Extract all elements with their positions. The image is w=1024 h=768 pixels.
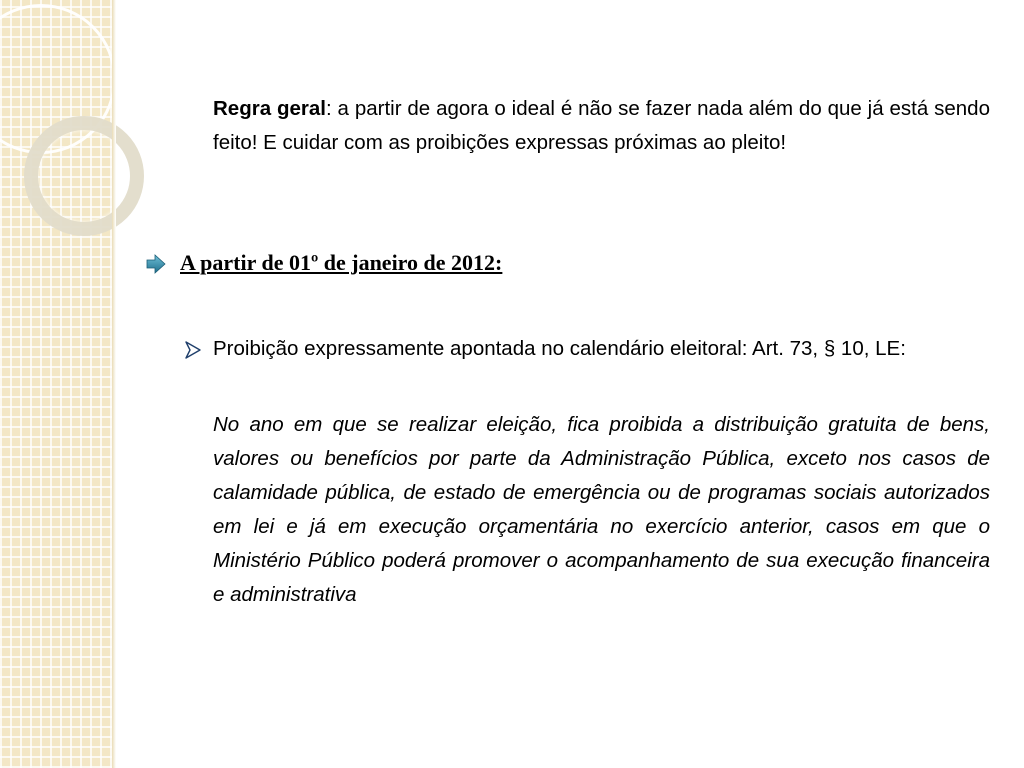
sub-bullet-text: Proibição expressamente apontada no calendário eleitoral: Art. 73, § 10, LE: [213, 337, 906, 360]
side-panel-edge [112, 0, 116, 768]
section-bullet [146, 246, 990, 282]
legal-quote: No ano em que se realizar eleição, fica proibida a distribuição gratuita de bens, valores ou benefícios por parte da Administração Pública, exceto nos casos de calamidade pública, de estado de emergência ou de programas sociais autorizados em lei e já em execução orçamentária no exercício anterior, casos em que o Ministério Público poderá promover o acompanhamento de sua execução financeira e administrativa [213, 413, 990, 606]
section-heading: A partir de 01º de janeiro de 2012: [180, 250, 503, 275]
regra-geral-label: Regra geral [213, 97, 326, 120]
decorative-side-panel [0, 0, 113, 768]
decorative-ring-thick [24, 116, 144, 236]
arrow-right-icon [146, 254, 166, 274]
regra-geral-paragraph [213, 92, 990, 160]
regra-geral-text: : a partir de agora o ideal é não se fazer nada além do que já está sendo feito! E cuidar com as proibições expressas próximas ao pleito! [213, 97, 990, 154]
chevron-right-icon [183, 340, 203, 360]
